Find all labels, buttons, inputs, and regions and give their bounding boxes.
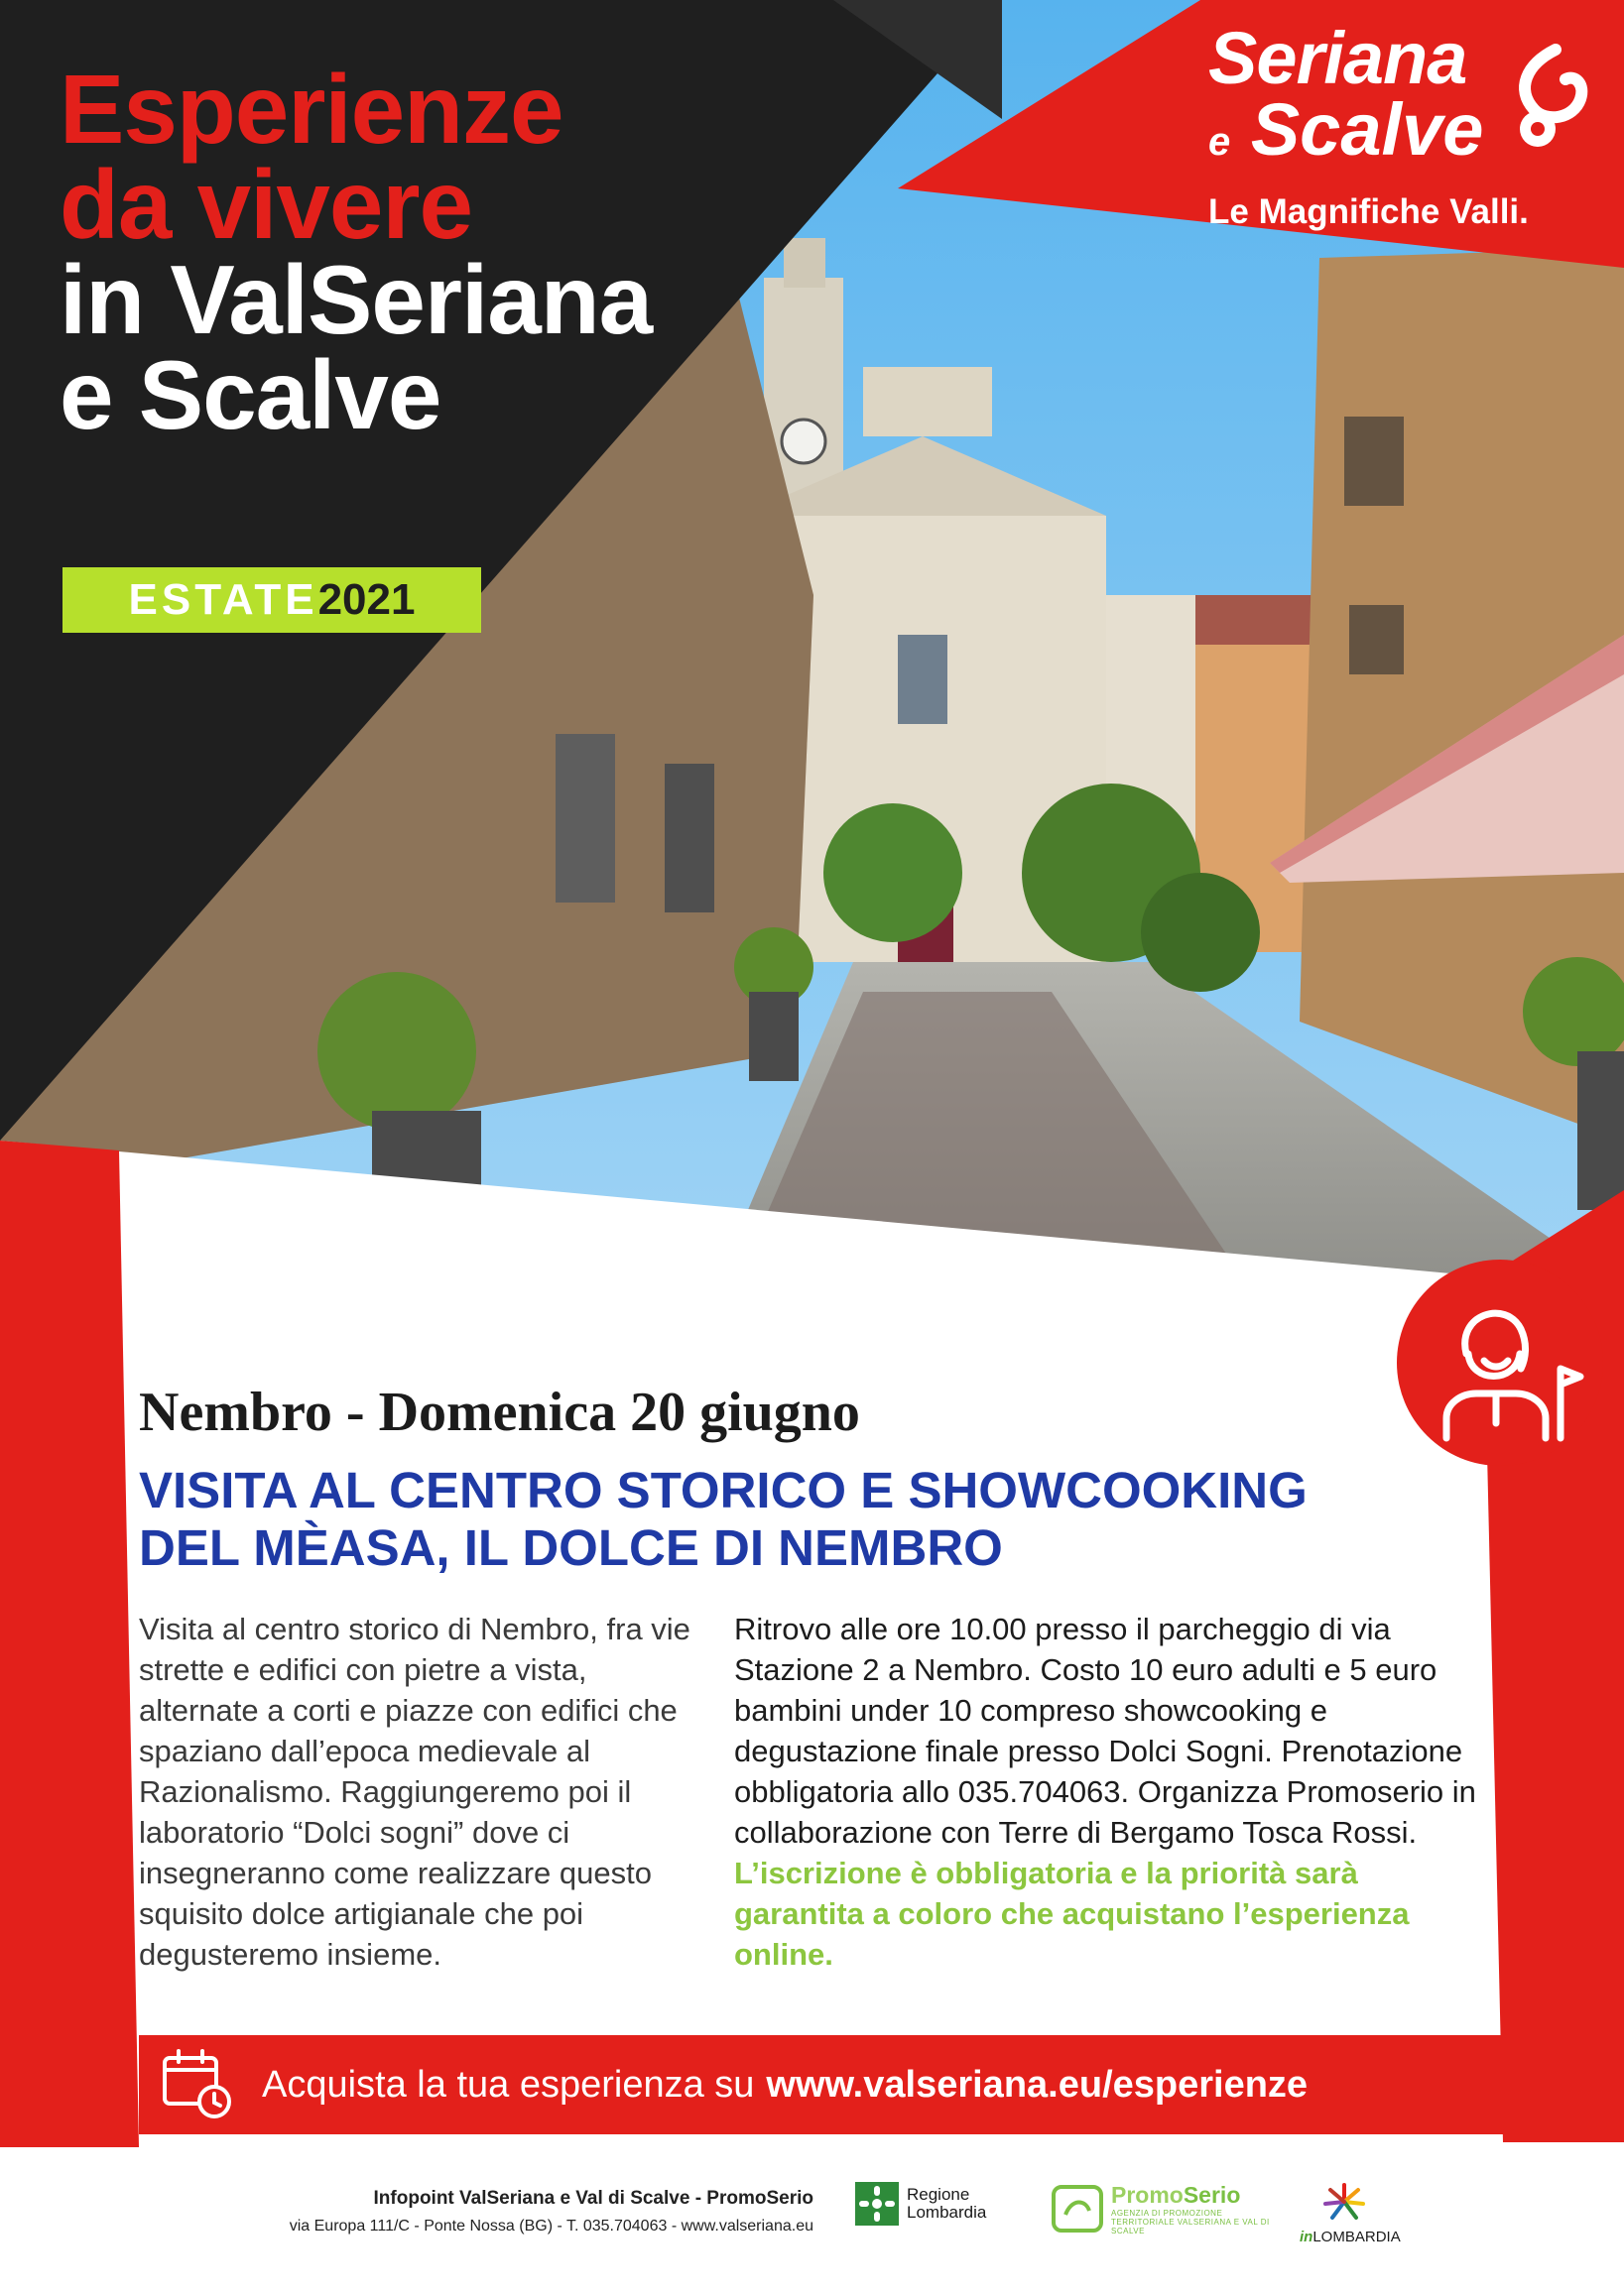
logo-line-2-main: Scalve	[1250, 88, 1484, 171]
calendar-clock-icon	[159, 2046, 236, 2123]
headline-line-4: e Scalve	[60, 340, 441, 449]
inlombardia-text: inLOMBARDIA	[1300, 2229, 1401, 2245]
cta-link[interactable]: www.valseriana.eu/esperienze	[766, 2063, 1309, 2106]
headline	[60, 55, 952, 449]
promoserio-logo-icon	[1052, 2185, 1103, 2233]
regione-lombardia-logo-icon	[855, 2182, 899, 2226]
headline-line-1: Esperienze	[60, 55, 563, 164]
event-description: Visita al centro storico di Nembro, fra vie strette e edifici con pietre a vista, alternate a corti e piazze con edifici che spaziano dall’epoca medievale al Razionalismo. Raggiungeremo poi il laboratorio “Dolci sogni” dove ci insegneranno come realizzare questo squisito dolce artigianale che poi degusteremo insieme.	[139, 1612, 690, 1972]
event-details	[734, 1609, 1488, 1975]
sponsor-regione-lombardia	[855, 2182, 986, 2226]
cta-text: Acquista la tua esperienza su	[262, 2063, 755, 2106]
regione-line-2: Lombardia	[907, 2203, 987, 2222]
regione-text	[907, 2186, 986, 2222]
sponsor-inlombardia	[1300, 2182, 1401, 2245]
tour-guide-icon	[1397, 1260, 1603, 1466]
infopoint-address: via Europa 111/C - Ponte Nossa (BG) - T. 035.704063 - www.valseriana.eu	[289, 2218, 813, 2235]
season-year: 2021	[317, 575, 416, 624]
left-red-band	[0, 1141, 149, 2147]
promoserio-subtitle: AGENZIA DI PROMOZIONE TERRITORIALE VALSERIANA E VAL DI SCALVE	[1111, 2209, 1270, 2236]
season-label: ESTATE	[128, 575, 318, 624]
event-date: Nembro - Domenica 20 giugno	[139, 1382, 860, 1443]
event-title-line-1: VISITA AL CENTRO STORICO E SHOWCOOKING	[139, 1462, 1308, 1518]
promoserio-name: PromoSerio	[1111, 2182, 1241, 2208]
headline-line-2: da vivere	[60, 150, 472, 259]
inlombardia-star-icon	[1320, 2182, 1368, 2222]
cta-bar[interactable]	[139, 2035, 1506, 2134]
event-priority-note: L’iscrizione è obbligatoria e la priorità sarà garantita a coloro che acquistano l’esperienza online.	[734, 1856, 1410, 1972]
footer-infopoint	[198, 2188, 813, 2236]
sponsor-promoserio	[1052, 2182, 1280, 2236]
headline-line-3: in ValSeriana	[60, 245, 653, 354]
season-badge	[62, 567, 481, 633]
event-details-text: Ritrovo alle ore 10.00 presso il parcheggio di via Stazione 2 a Nembro. Costo 10 euro adulti e 5 euro bambini under 10 compreso showcooking e degustazione finale presso Dolci Sogni. Prenotazione obbligatoria allo 035.704063. Organizza Promoserio in collaborazione con Terre di Bergamo Tosca Rossi.	[734, 1612, 1476, 1850]
event-title-line-2: DEL MÈASA, IL DOLCE DI NEMBRO	[139, 1519, 1003, 1576]
event-title	[139, 1462, 1508, 1577]
logo-swirl-icon	[1486, 40, 1605, 159]
regione-line-1: Regione	[907, 2185, 970, 2204]
logo-line-2-small: e	[1208, 120, 1231, 164]
logo-line-1: Seriana	[1208, 17, 1467, 99]
logo-tagline: Le Magnifiche Valli.	[1208, 192, 1529, 231]
infopoint-title: Infopoint ValSeriana e Val di Scalve - PromoSerio	[373, 2188, 813, 2209]
